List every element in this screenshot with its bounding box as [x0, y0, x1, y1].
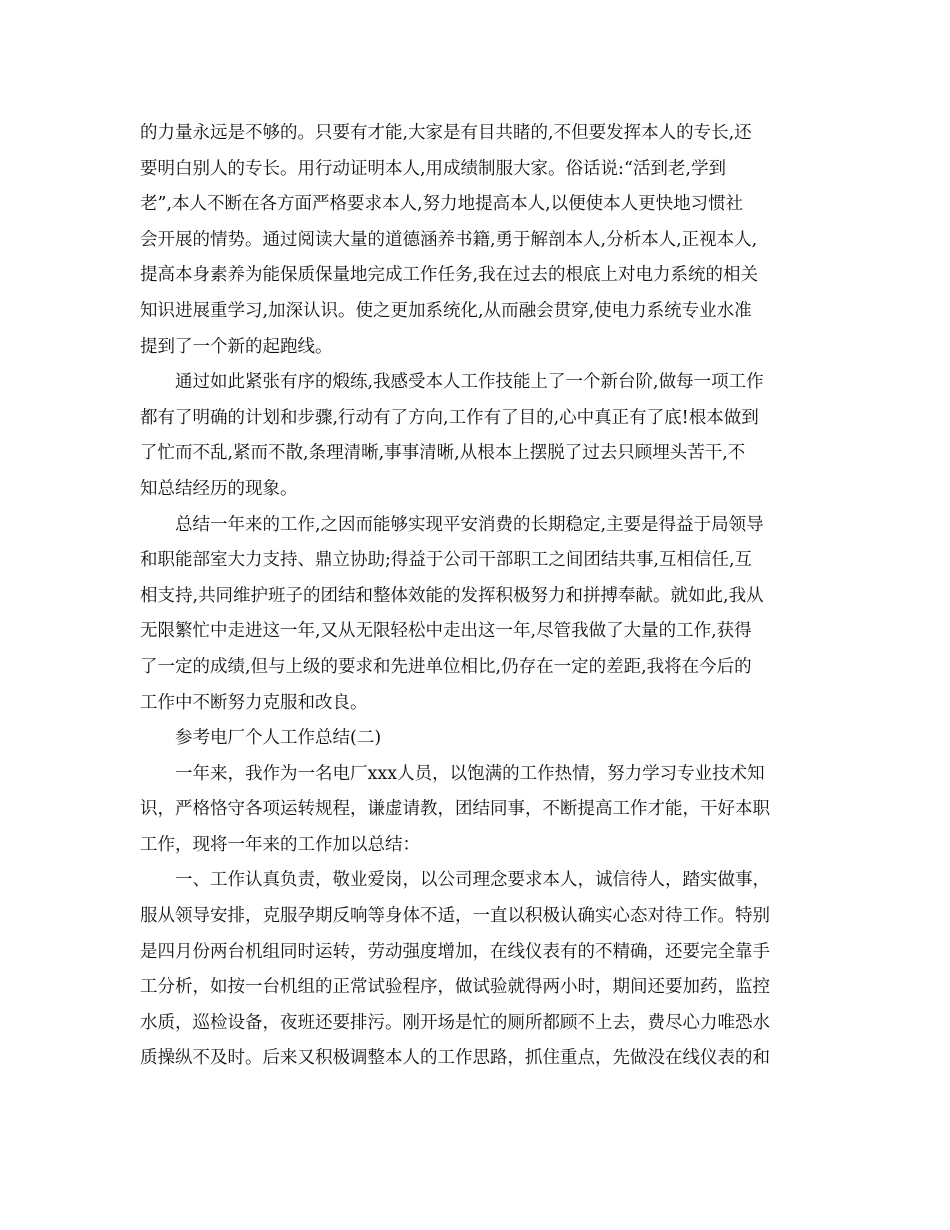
- text-line: 工作，现将一年来的工作加以总结：: [140, 834, 420, 855]
- text-line: 提到了一个新的起跑线。: [140, 336, 333, 357]
- text-line: 老”,本人不断在各方面严格要求本人,努力地提高本人,以便使本人更快地习惯社: [140, 194, 744, 215]
- paragraph-start-line: 总结一年来的工作,之因而能够实现平安消费的长期稳定,主要是得益于局领导: [175, 514, 764, 535]
- document-body: [140, 116, 810, 1077]
- text-line: 质操纵不及时。后来又积极调整本人的工作思路，抓住重点，先做没在线仪表的和: [140, 1048, 770, 1069]
- text-line: 无限繁忙中走进这一年,又从无限轻松中走出这一年,尽管我做了大量的工作,获得: [140, 621, 752, 642]
- text-line: 都有了明确的计划和步骤,行动有了方向,工作有了目的,心中真正有了底!根本做到: [140, 407, 759, 428]
- text-line: 水质，巡检设备，夜班还要排污。刚开场是忙的厕所都顾不上去，费尽心力唯恐水: [140, 1012, 770, 1033]
- text-line: 是四月份两台机组同时运转，劳动强度增加，在线仪表有的不精确，还要完全靠手: [140, 941, 770, 962]
- paragraph-start-line: 一年来，我作为一名电厂xxx人员，以饱满的工作热情，努力学习专业技术知: [175, 763, 765, 784]
- section-heading: 参考电厂个人工作总结(二): [175, 728, 382, 749]
- text-line: 工分析，如按一台机组的正常试验程序，做试验就得两小时，期间还要加药，监控: [140, 977, 770, 998]
- text-line: 提高本身素养为能保质保量地完成工作任务,我在过去的根底上对电力系统的相关: [140, 265, 759, 286]
- text-line: 知总结经历的现象。: [140, 478, 298, 499]
- paragraph-start-line: 通过如此紧张有序的煅练,我感受本人工作技能上了一个新台阶,做每一项工作: [175, 372, 764, 393]
- text-line: 知识进展重学习,加深认识。使之更加系统化,从而融会贯穿,使电力系统专业水准: [140, 300, 752, 321]
- text-line: 了忙而不乱,紧而不散,条理清晰,事事清晰,从根本上摆脱了过去只顾埋头苦干,不: [140, 443, 746, 464]
- text-line: 要明白别人的专长。用行动证明本人,用成绩制服大家。俗话说:“活到老,学到: [140, 158, 726, 179]
- text-line: 会开展的情势。通过阅读大量的道德涵养书籍,勇于解剖本人,分析本人,正视本人,: [140, 229, 758, 250]
- text-line: 和职能部室大力支持、鼎立协助;得益于公司干部职工之间团结共事,互相信任,互: [140, 550, 753, 571]
- text-line: 相支持,共同维护班子的团结和整体效能的发挥积极努力和拼搏奉献。就如此,我从: [140, 585, 764, 606]
- paragraph-start-line: 一、工作认真负责，敬业爱岗，以公司理念要求本人，诚信待人，踏实做事，: [175, 870, 770, 891]
- text-line: 识，严格恪守各项运转规程，谦虚请教，团结同事，不断提高工作才能，干好本职: [140, 799, 770, 820]
- text-line: 工作中不断努力克服和改良。: [140, 692, 368, 713]
- text-line: 的力量永远是不够的。只要有才能,大家是有目共睹的,不但要发挥本人的专长,还: [140, 123, 752, 143]
- text-line: 服从领导安排，克服孕期反响等身体不适，一直以积极认确实心态对待工作。特别: [140, 906, 770, 927]
- text-line: 了一定的成绩,但与上级的要求和先进单位相比,仍存在一定的差距,我将在今后的: [140, 656, 752, 677]
